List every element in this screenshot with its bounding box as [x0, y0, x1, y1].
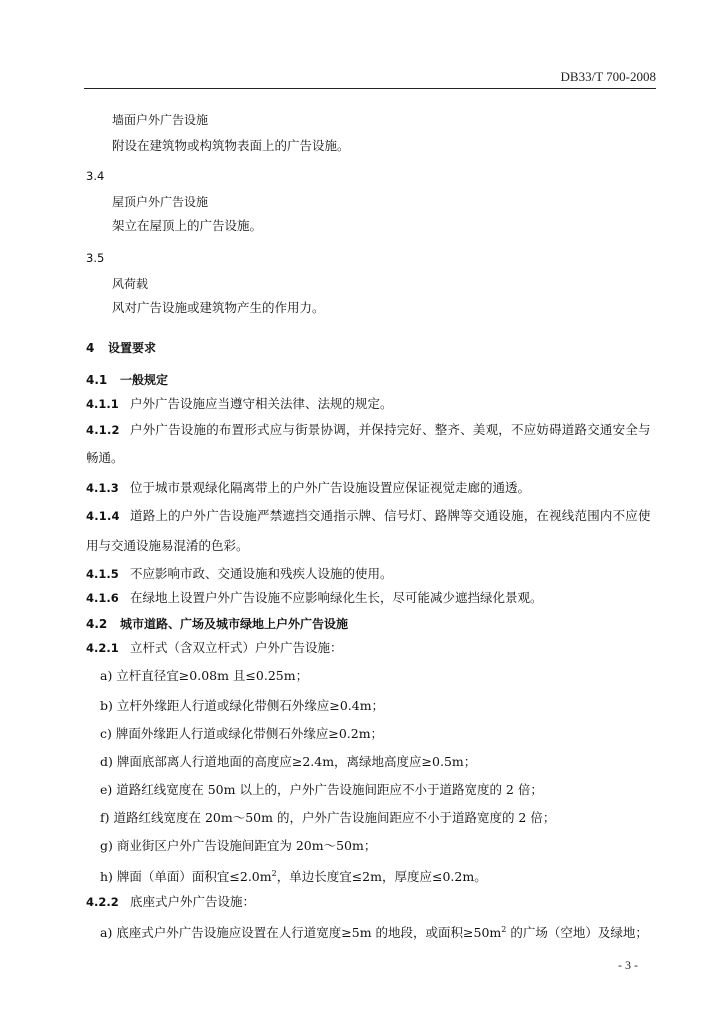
section-4-2-heading — [86, 616, 348, 632]
list-item: g) 商业街区户外广告设施间距宜为 20m～50m； — [100, 838, 377, 853]
list-item: a) 立杆直径宜≥0.08m 且≤0.25m； — [100, 668, 309, 683]
term-3-4: 屋顶户外广告设施 — [112, 195, 209, 209]
clause-4-1-5 — [86, 566, 393, 582]
list-item: e) 道路红线宽度在 50m 以上的，户外广告设施间距应不小于道路宽度的 2 倍； — [100, 782, 543, 797]
clause-text: 道路上的户外广告设施严禁遮挡交通指示牌、信号灯、路牌等交通设施，在视线范围内不应使 — [130, 508, 651, 523]
definition-3-3: 附设在建筑物或构筑物表面上的广告设施。 — [112, 138, 350, 153]
list-item: f) 道路红线宽度在 20m～50m 的，户外广告设施间距应不小于道路宽度的 2 倍； — [100, 810, 556, 825]
clause-text: 户外广告设施的布置形式应与街景协调，并保持完好、整齐、美观，不应妨碍道路交通安全与 — [130, 422, 651, 437]
list-item: c) 牌面外缘距人行道或绿化带侧石外缘应≥0.2m； — [100, 726, 384, 741]
list-item-h — [100, 866, 487, 885]
clause-4-2-2 — [86, 894, 255, 910]
item-text: ，单边长度宜≤2m，厚度应≤0.2m。 — [276, 869, 487, 885]
clause-number: 4.1.5 — [86, 567, 119, 581]
term-3-5: 风荷载 — [112, 277, 149, 291]
clause-text: 户外广告设施应当遵守相关法律、法规的规定。 — [130, 396, 393, 411]
section-title: 一般规定 — [120, 373, 169, 387]
clause-number: 4.2.1 — [86, 641, 119, 655]
clause-text: 不应影响市政、交通设施和残疾人设施的使用。 — [130, 566, 393, 581]
definition-3-4: 架立在屋顶上的广告设施。 — [112, 218, 263, 233]
item-text: h) 牌面（单面）面积宜≤2.0m — [100, 869, 272, 885]
clause-4-1-1 — [86, 396, 393, 412]
clause-4-1-6 — [86, 590, 543, 606]
page-number: - 3 - — [618, 958, 638, 972]
clause-4-2-1 — [86, 640, 343, 656]
clause-4-1-4 — [86, 508, 651, 524]
list-item: b) 立杆外缘距人行道或绿化带侧石外缘应≥0.4m； — [100, 698, 385, 713]
clause-number: 4.1.3 — [86, 481, 119, 495]
item-text: 的广场（空地）及绿地； — [506, 925, 648, 941]
section-4-1-heading — [86, 372, 168, 388]
clause-text: 位于城市景观绿化隔离带上的户外广告设施设置应保证视觉走廊的通透。 — [130, 480, 531, 495]
section-title: 城市道路、广场及城市绿地上户外广告设施 — [120, 617, 349, 631]
list-item-4-2-2-a — [100, 922, 648, 941]
clause-4-1-3 — [86, 480, 530, 496]
superscript: 2 — [501, 925, 507, 934]
item-text: a) 底座式户外广告设施应设置在人行道宽度≥5m 的地段，或面积≥50m — [100, 925, 502, 941]
clause-4-1-2-continuation: 畅通。 — [86, 450, 124, 465]
list-item: d) 牌面底部离人行道地面的高度应≥2.4m，离绿地高度应≥0.5m； — [100, 754, 477, 769]
section-number: 4 — [86, 341, 95, 355]
clause-text: 底座式户外广告设施： — [130, 894, 256, 909]
section-number: 4.1 — [86, 373, 108, 387]
clause-number: 4.1.4 — [86, 509, 120, 523]
section-number: 4.2 — [86, 617, 108, 631]
clause-number: 4.1.6 — [86, 591, 119, 605]
clause-number: 4.1.1 — [86, 397, 119, 411]
definition-3-5: 风对广告设施或建筑物产生的作用力。 — [112, 300, 325, 315]
header-rule — [84, 88, 656, 89]
superscript: 2 — [271, 869, 277, 878]
clause-4-1-2 — [86, 422, 651, 438]
clause-number: 4.2.2 — [86, 895, 119, 909]
clause-number-3-5: 3.5 — [86, 251, 105, 265]
clause-number: 4.1.2 — [86, 423, 120, 437]
section-4-heading — [86, 340, 156, 356]
doc-number-header: DB33/T 700-2008 — [560, 69, 656, 84]
clause-4-1-4-continuation: 用与交通设施易混淆的色彩。 — [86, 538, 249, 553]
clause-text: 立杆式（含双立杆式）户外广告设施： — [130, 640, 343, 655]
clause-number-3-4: 3.4 — [86, 169, 105, 183]
section-title: 设置要求 — [108, 341, 157, 355]
term-3-3: 墙面户外广告设施 — [112, 113, 209, 127]
clause-text: 在绿地上设置户外广告设施不应影响绿化生长，尽可能减少遮挡绿化景观。 — [130, 590, 543, 605]
